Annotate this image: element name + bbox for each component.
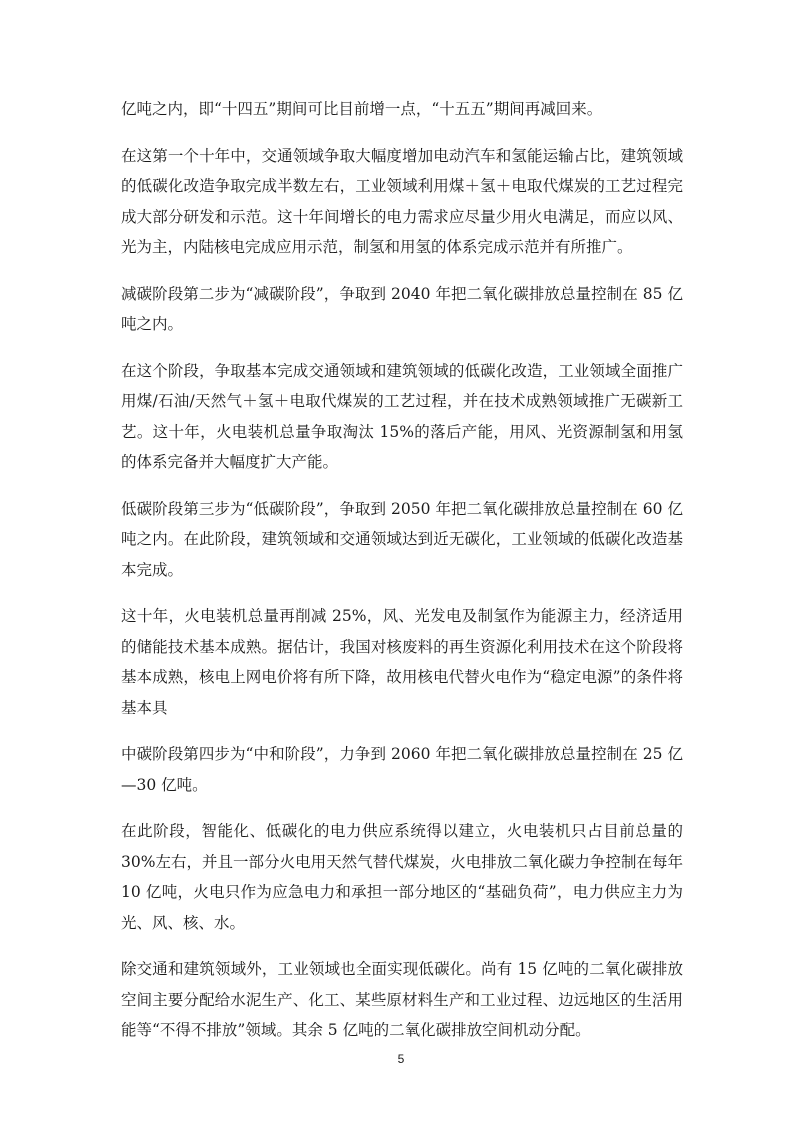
paragraph-4: 在这个阶段，争取基本完成交通领域和建筑领域的低碳化改造，工业领域全面推广用煤/石油/天然气＋氢＋电取代煤炭的工艺过程，并在技术成熟领域推广无碳新工艺。这十年，火电装机总量争取淘汰 15%的落后产能，用风、光资源制氢和用氢的体系完备并大幅度扩大产能。 <box>121 361 683 471</box>
paragraph-8: 在此阶段，智能化、低碳化的电力供应系统得以建立，火电装机只占目前总量的 30%左右，并且一部分火电用天然气替代煤炭，火电排放二氧化碳力争控制在每年 10 亿吨，火电只作为应急电力和承担一部分地区的“基础负荷”，电力供应主力为光、风、核、水。 <box>121 822 683 932</box>
paragraph-6: 这十年，火电装机总量再削减 25%，风、光发电及制氢作为能源主力，经济适用的储能技术基本成熟。据估计，我国对核废料的再生资源化利用技术在这个阶段将基本成熟，核电上网电价将有所下降，故用核电代替火电作为“稳定电源”的条件将基本具 <box>121 607 683 717</box>
paragraph-1: 亿吨之内，即“十四五”期间可比目前增一点，“十五五”期间再减回来。 <box>121 100 603 118</box>
paragraph-9: 除交通和建筑领域外，工业领域也全面实现低碳化。尚有 15 亿吨的二氧化碳排放空间主要分配给水泥生产、化工、某些原材料生产和工业过程、边远地区的生活用能等“不得不排放”领域。其余 5 亿吨的二氧化碳排放空间机动分配。 <box>121 960 683 1039</box>
paragraph-3: 减碳阶段第二步为“减碳阶段”，争取到 2040 年把二氧化碳排放总量控制在 85 亿吨之内。 <box>121 284 683 333</box>
paragraph-2: 在这第一个十年中，交通领域争取大幅度增加电动汽车和氢能运输占比，建筑领域的低碳化改造争取完成半数左右，工业领域利用煤＋氢＋电取代煤炭的工艺过程完成大部分研发和示范。这十年间增长的电力需求应尽量少用火电满足，而应以风、光为主，内陆核电完成应用示范，制氢和用氢的体系完成示范并有所推广。 <box>121 146 683 256</box>
body-text <box>121 94 683 1062</box>
paragraph-7: 中碳阶段第四步为“中和阶段”，力争到 2060 年把二氧化碳排放总量控制在 25 亿—30 亿吨。 <box>121 745 683 794</box>
paragraph-5: 低碳阶段第三步为“低碳阶段”，争取到 2050 年把二氧化碳排放总量控制在 60 亿吨之内。在此阶段，建筑领域和交通领域达到近无碳化，工业领域的低碳化改造基本完成。 <box>121 499 683 579</box>
page-number: 5 <box>397 1052 405 1066</box>
